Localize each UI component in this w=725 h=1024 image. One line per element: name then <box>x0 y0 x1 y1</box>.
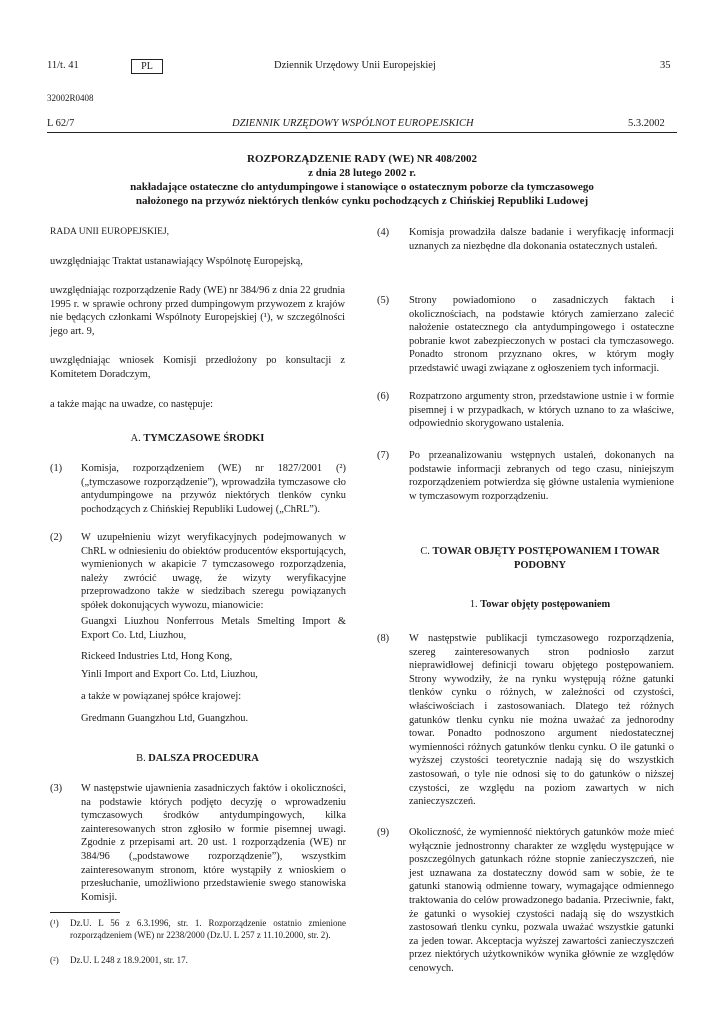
title-line-3: nakładające ostateczne cło antydumpingowe i stanowiące o ostatecznym poborze cła tymczasowego <box>130 181 594 193</box>
item-7-number: (7) <box>377 450 390 461</box>
preamble-whereas: a także mając na uwadze, co następuje: <box>50 399 213 410</box>
item-7-text: Po przeanalizowaniu wstępnych ustaleń, dokonanych na podstawie informacji zebranych od tego czasu, niniejszym rozporządzeniem potwierdza się główne ustalenia wymienione w tymczasowym rozporządzeniu. <box>409 450 674 502</box>
item-5-number: (5) <box>377 295 390 306</box>
section-b-heading <box>50 752 345 766</box>
section-a-letter: A. <box>130 433 141 444</box>
item-2-company-3: Yinli Import and Export Co. Ltd, Liuzhou, <box>81 669 258 680</box>
item-5-text: Strony powiadomiono o zasadniczych faktach i okolicznościach, na podstawie których zamierzano zalecić nałożenie ostatecznego cła antydumpingowego i ostateczne pobranie kwot zabezpieczonych w postaci cła tymczasowego. Ponadto stronom przyznano okres, w którym mogły przedstawić uwagi związane z ogłoszeniem tych informacji. <box>409 295 674 374</box>
item-1-text: Komisja, rozporządzeniem (WE) nr 1827/2001 (²) („tymczasowe rozporządzenie”), wprowadziła tymczasowe cło antydumpingowe na przywóz niektórych tlenków cynku pochodzących z Chińskiej Republiki Ludowej („ChRL”). <box>81 463 346 515</box>
section-c-letter: C. <box>420 546 430 557</box>
item-3-number: (3) <box>50 783 63 794</box>
item-9-number: (9) <box>377 827 390 838</box>
language-badge: PL <box>131 59 163 74</box>
footnote-rule <box>50 912 120 913</box>
council-name: RADA UNII EUROPEJSKIEJ, <box>50 227 170 237</box>
original-journal-title: DZIENNIK URZĘDOWY WSPÓLNOT EUROPEJSKICH <box>232 118 474 129</box>
subsection-1-number: 1. <box>469 599 478 610</box>
item-2-company-2: Rickeed Industries Ltd, Hong Kong, <box>81 651 233 662</box>
title-line-1: ROZPORZĄDZENIE RADY (WE) NR 408/2002 <box>247 153 477 165</box>
item-6-number: (6) <box>377 391 390 402</box>
preamble-treaty: uwzględniając Traktat ustanawiający Wspólnotę Europejską, <box>50 256 303 267</box>
page-number: 35 <box>660 60 671 71</box>
subsection-1-heading <box>405 598 675 612</box>
footnote-2-number: (²) <box>50 955 59 965</box>
item-2-company-1: Guangxi Liuzhou Nonferrous Metals Smelting Import & Export Co. Ltd, Liuzhou, <box>81 616 346 641</box>
regulation-title <box>47 152 677 208</box>
journal-title: Dziennik Urzędowy Unii Europejskiej <box>274 60 436 71</box>
footnote-1-number: (¹) <box>50 918 59 928</box>
original-reference: L 62/7 <box>47 118 75 129</box>
item-3-text: W następstwie ujawnienia zasadniczych faktów i okoliczności, na podstawie których podjęto decyzję o wprowadzeniu tymczasowych środków antydumpingowych, kilka zainteresowanych stron zgłosiło w formie pisemnej uwagi. Zgodnie z przepisami art. 20 ust. 1 rozporządzenia (WE) nr 384/96 („podstawowe rozporządzenie”), wszystkim zainteresowanym stronom, które wystąpiły z wnioskiem o przesłuchanie, umożliwiono przedstawienie swego stanowiska Komisji. <box>81 783 346 903</box>
header-rule <box>47 132 677 133</box>
title-line-4: nałożonego na przywóz niektórych tlenków cynku pochodzących z Chińskiej Republiki Ludowej <box>135 195 589 207</box>
footnote-2-text: Dz.U. L 248 z 18.9.2001, str. 17. <box>70 955 188 965</box>
section-a-heading <box>50 432 345 446</box>
section-c-heading <box>405 545 675 572</box>
preamble-regulation: uwzględniając rozporządzenie Rady (WE) nr 384/96 z dnia 22 grudnia 1995 r. w sprawie ochrony przed dumpingowym przywozem z krajów nie będących członkami Wspólnoty Europejskiej (¹), w szczególności jego art. 9, <box>50 285 345 337</box>
preamble-proposal: uwzględniając wniosek Komisji przedłożony po konsultacji z Komitetem Doradczym, <box>50 355 345 380</box>
section-b-title: DALSZA PROCEDURA <box>148 753 259 764</box>
item-6-text: Rozpatrzono argumenty stron, przedstawione ustnie i w formie pisemnej i w przypadkach, w których uznano to za właściwe, odpowiednio skorygowano ustalenia. <box>409 391 674 430</box>
subsection-1-title: Towar objęty postępowaniem <box>480 599 611 610</box>
item-4-text: Komisja prowadziła dalsze badanie i weryfikację informacji uznanych za niezbędne dla dokonania ostatecznych ustaleń. <box>409 227 674 252</box>
item-2-number: (2) <box>50 532 63 543</box>
item-1-number: (1) <box>50 463 63 474</box>
item-8-number: (8) <box>377 633 390 644</box>
section-a-title: TYMCZASOWE ŚRODKI <box>143 433 265 444</box>
title-line-2: z dnia 28 lutego 2002 r. <box>308 167 416 179</box>
footnote-1-text: Dz.U. L 56 z 6.3.1996, str. 1. Rozporządzenie ostatnio zmienione rozporządzeniem (WE) nr 2238/2000 (Dz.U. L 257 z 11.10.2000, str. 2). <box>70 918 346 940</box>
item-9-text: Okoliczność, że wymienność niektórych gatunków może mieć wyłącznie jednostronny charakter ze względu występujące w poszczególnych gatunkach różne stopnie zanieczyszczeń, nie jest uznawana za dostateczny dowód sam w sobie, że te gatunki stanowią odmienne towary, wymagające odmiennego traktowania do celów prowadzonego badania. Przeciwnie, fakt, że gatunki o wysokiej czystości nadają się do wszystkich zastosowań tlenku cynku, pozwala uważać wszystkie gatunki za jeden towar. Akceptacja wyższej zawartości zanieczyszczeń przez niektórych użytkowników wynika głównie ze względów cenowych. <box>409 827 674 974</box>
section-c-title: TOWAR OBJĘTY POSTĘPOWANIEM I TOWAR PODOBNY <box>432 546 660 571</box>
page-reference: 11/t. 41 <box>47 60 79 71</box>
section-b-letter: B. <box>136 753 146 764</box>
original-date: 5.3.2002 <box>628 118 665 129</box>
item-2-domestic-intro: a także w powiązanej spółce krajowej: <box>81 691 242 702</box>
item-8-text: W następstwie publikacji tymczasowego rozporządzenia, szereg zainteresowanych stron podniosło zarzut nieprawidłowej definicji towaru objętego postępowaniem. Strony wywodziły, że na rynku występują różne gatunki tlenków cynku o różnych, w zależności od czystości, właściwościach i zastosowaniach. Dlatego też różnych gatunków tlenku cynku nie można uważać za jednorodny towar. Ponadto podnoszono argument niedostatecznej wymienności różnych gatunków tlenku cynku. O ile gatunki o wyższej czystości teoretycznie nadają się do wszystkich zastosowań, o tyle nie odnosi się to do gatunków o niższej czystości, ze względu na poziom zawartych w nich zanieczyszczeń. <box>409 633 674 808</box>
document-code: 32002R0408 <box>47 93 94 103</box>
item-2-text: W uzupełnieniu wizyt weryfikacyjnych podejmowanych w ChRL w odniesieniu do obiektów producentów eksportujących, wymienionych w akapicie 7 tymczasowego rozporządzenia, należy zwrócić uwagę, że wizyty weryfikacyjne przeprowadzono także w siedzibach szeregu powiązanych spółek dokonujących wywozu, mianowicie: <box>81 532 346 611</box>
item-4-number: (4) <box>377 227 390 238</box>
item-2-company-4: Gredmann Guangzhou Ltd, Guangzhou. <box>81 713 249 724</box>
